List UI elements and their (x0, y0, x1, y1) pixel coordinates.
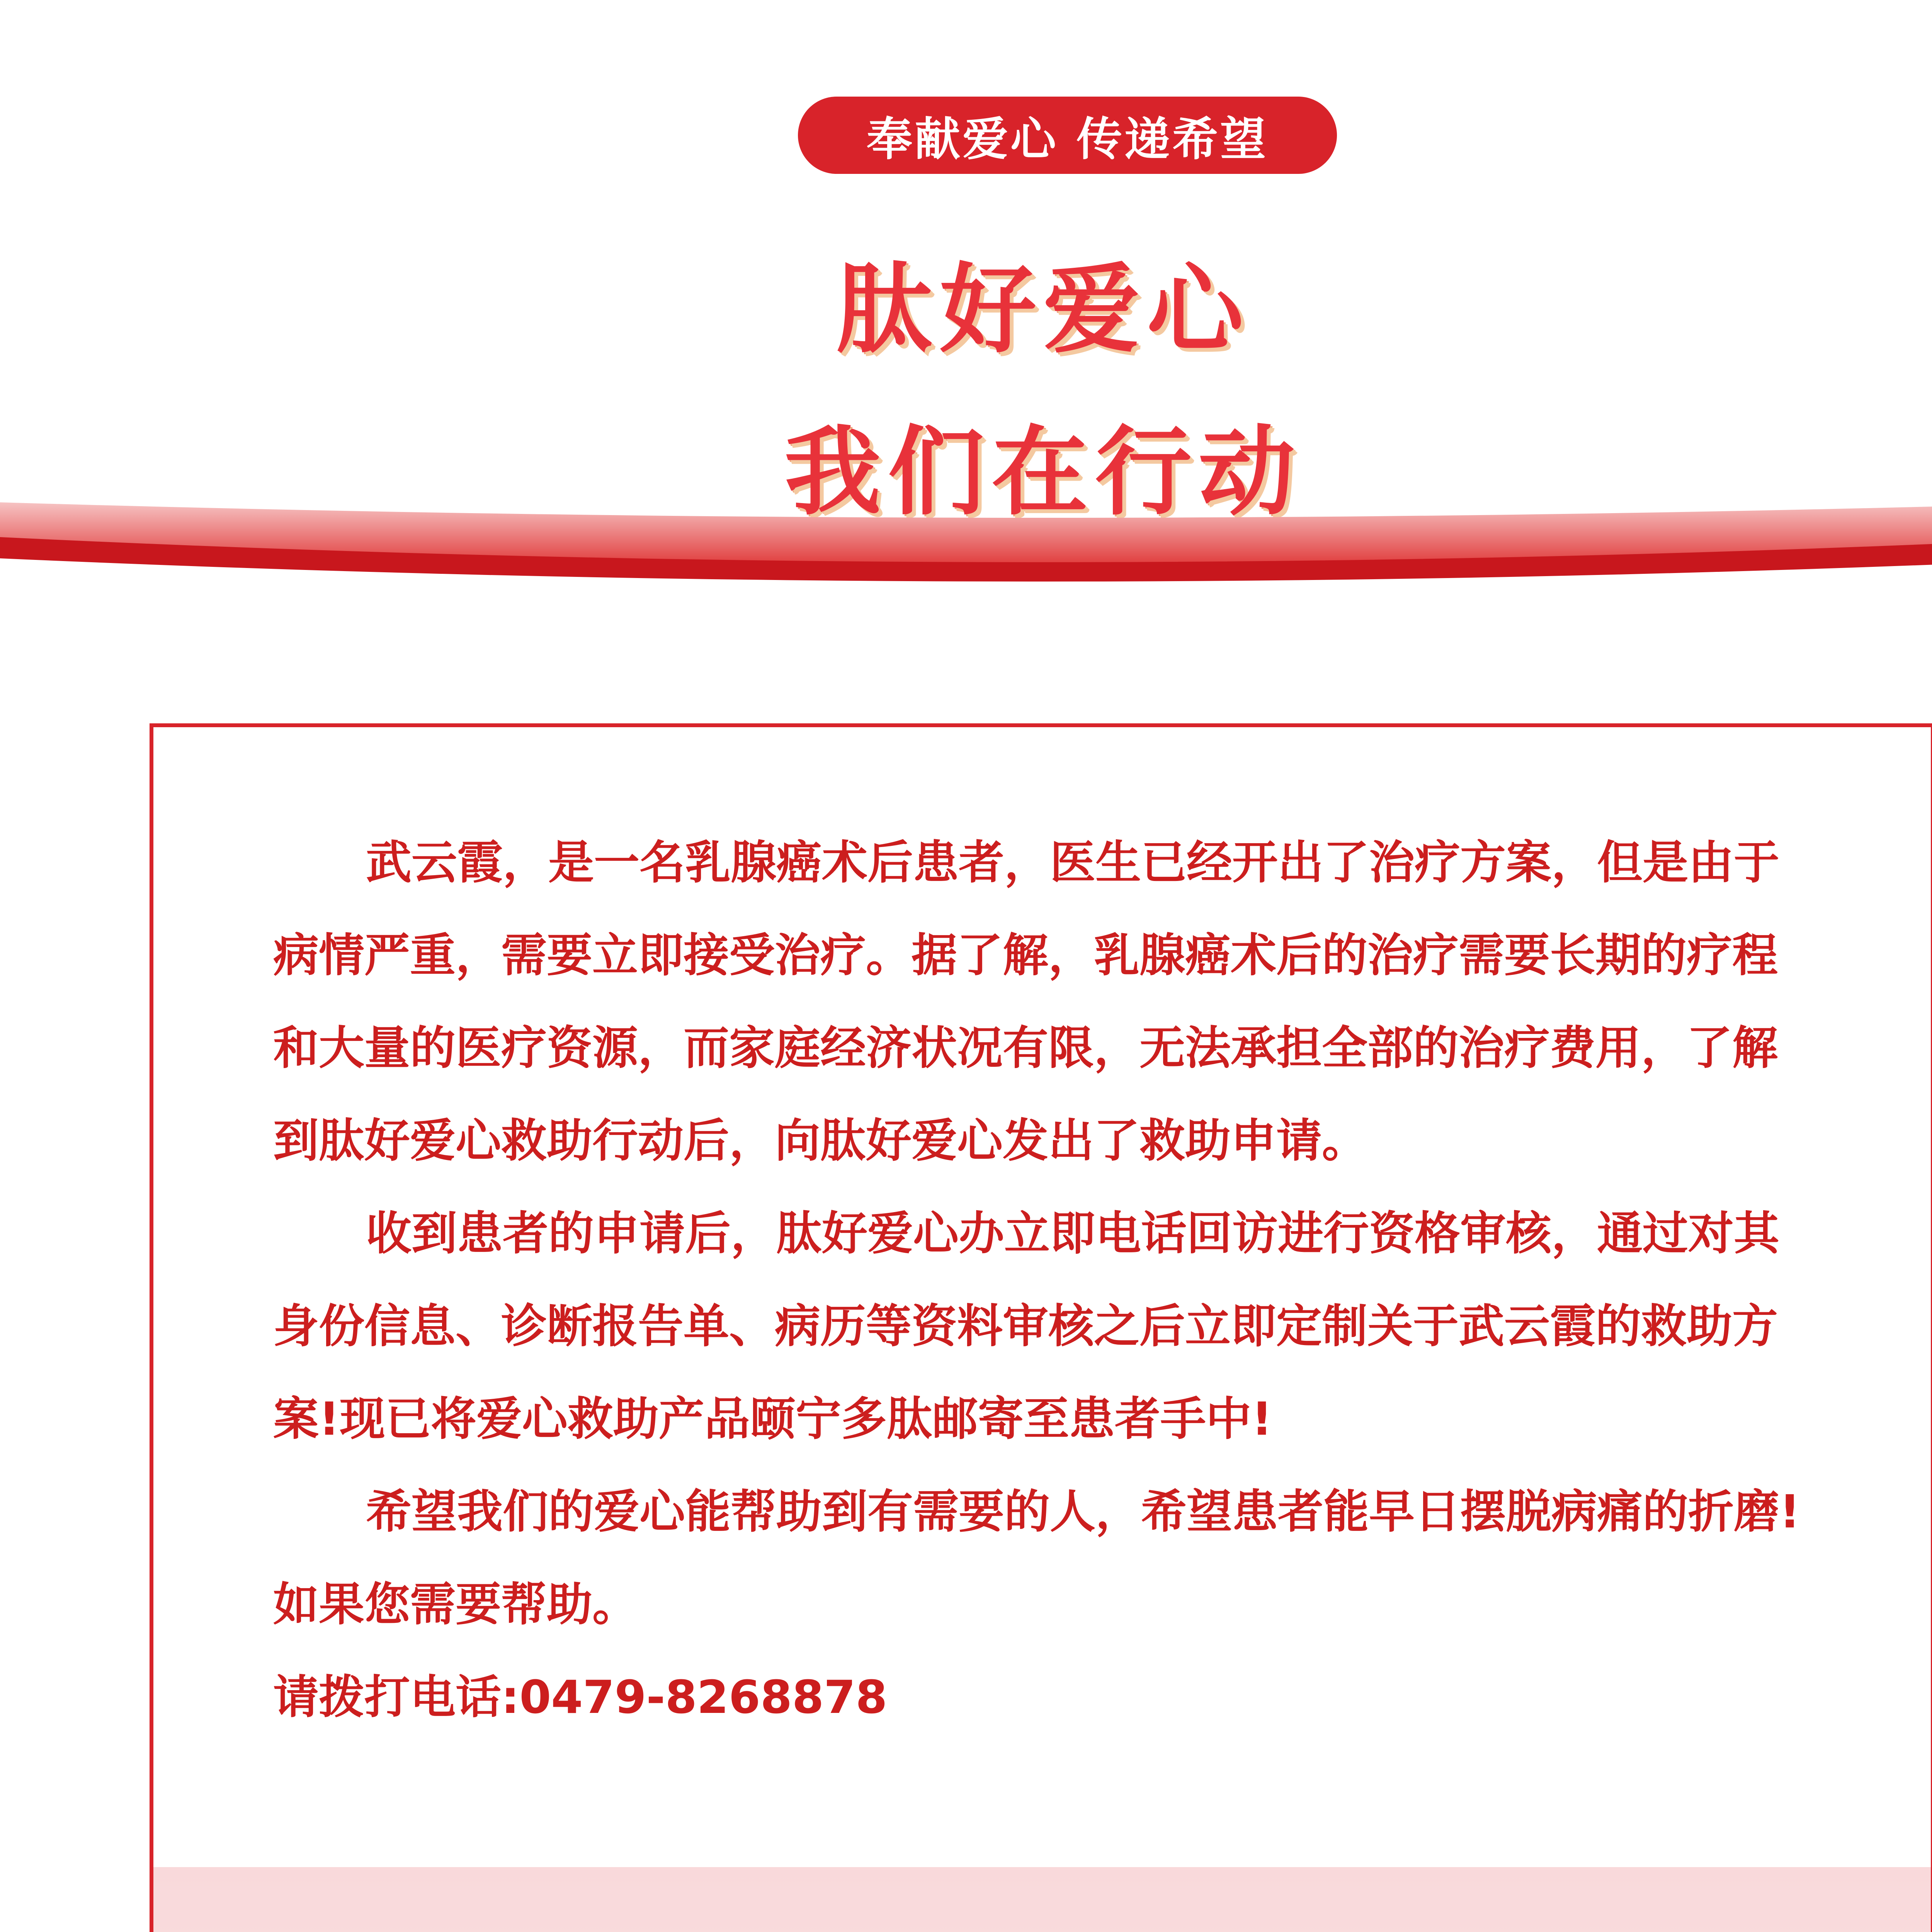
page-title-line2: 我们在行动 (784, 416, 1302, 528)
help-prompt: 如果您需要帮助。 (273, 1578, 638, 1631)
phone-line: 请拨打电话:0479-8268878 (273, 1670, 888, 1724)
header-swoosh-decoration (0, 475, 1932, 599)
charity-panel (153, 1867, 1931, 1932)
slogan-tag: 奉献爱心 传递希望 (798, 97, 1337, 174)
story-text (273, 816, 1819, 1743)
story-paragraph-2: 收到患者的申请后，肽好爱心办立即电话回访进行资格审核，通过对其身份信息、诊断报告单、病历等资料审核之后立即定制关于武云霞的救助方案!现已将爱心救助产品颐宁多肽邮寄至患者手中! (273, 1207, 1780, 1446)
brand-logo-cn (300, 1925, 671, 1932)
story-card (150, 723, 1932, 1932)
story-paragraph-3: 希望我们的爱心能帮助到有需要的人，希望患者能早日摆脱病痛的折磨! (366, 1485, 1800, 1538)
story-paragraph-1: 武云霞，是一名乳腺癌术后患者，医生已经开出了治疗方案，但是由于病情严重，需要立即接受治疗。据了解，乳腺癌术后的治疗需要长期的疗程和大量的医疗资源，而家庭经济状况有限，无法承担全部的治疗费用，了解到肽好爱心救助行动后，向肽好爱心发出了救助申请。 (273, 836, 1780, 1167)
page-title-line1: 肽好爱心 (836, 253, 1250, 366)
